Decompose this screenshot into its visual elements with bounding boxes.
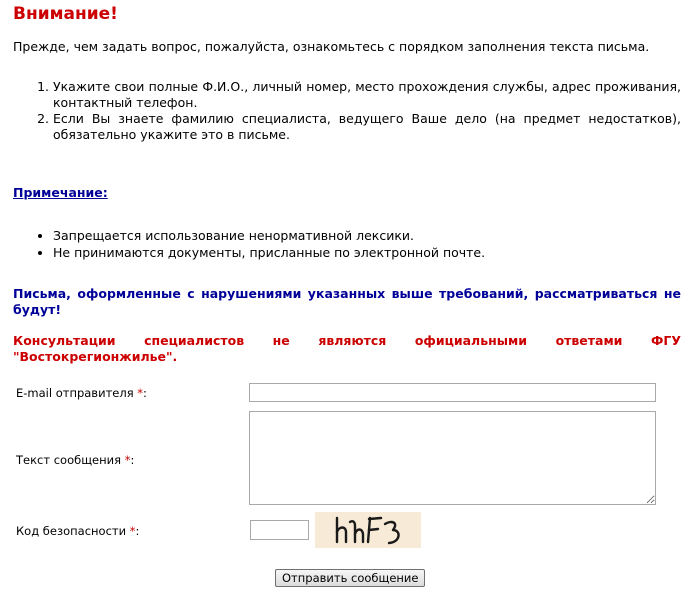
consult-disclaimer: Консультации специалистов не являются официальными ответами ФГУ "Востокрегионжилье". — [13, 333, 681, 364]
page-title: Внимание! — [13, 4, 118, 24]
code-label — [16, 524, 139, 538]
message-textarea[interactable] — [249, 411, 656, 505]
note-item: • Запрещается использование ненормативной лексики. — [53, 227, 681, 244]
warning-text: Письма, оформленные с нарушениями указанных выше требований, рассматриваться не будут! — [13, 286, 681, 317]
rule-item: 2. Если Вы знаете фамилию специалиста, ведущего Ваше дело (на предмет недостатков), обязательно укажите это в письме. — [53, 111, 681, 143]
message-label — [16, 453, 134, 467]
label-colon: : — [143, 386, 147, 400]
intro-text: Прежде, чем задать вопрос, пожалуйста, ознакомьтесь с порядком заполнения текста письма. — [13, 39, 650, 54]
rule-item: 1. Укажите свои полные Ф.И.О., личный номер, место прохождения службы, адрес проживания, контактный телефон. — [53, 79, 681, 111]
required-mark: * — [124, 453, 131, 467]
note-heading: Примечание: — [13, 185, 108, 200]
notes-list — [13, 227, 681, 261]
email-label-text: E-mail отправителя — [16, 386, 138, 400]
captcha-image — [315, 512, 421, 548]
required-mark: * — [129, 524, 136, 538]
send-message-button[interactable]: Отправить сообщение — [275, 569, 425, 587]
label-colon: : — [130, 453, 135, 467]
email-field[interactable] — [249, 383, 656, 402]
note-item: • Не принимаются документы, присланные по электронной почте. — [53, 244, 681, 261]
email-label — [16, 386, 147, 400]
security-code-input[interactable] — [250, 520, 309, 540]
label-colon: : — [135, 524, 140, 538]
rules-list — [13, 79, 681, 143]
message-label-text: Текст сообщения — [16, 453, 125, 467]
required-mark: * — [137, 386, 144, 400]
captcha-glyphs — [315, 512, 421, 548]
code-label-text: Код безопасности — [16, 524, 130, 538]
